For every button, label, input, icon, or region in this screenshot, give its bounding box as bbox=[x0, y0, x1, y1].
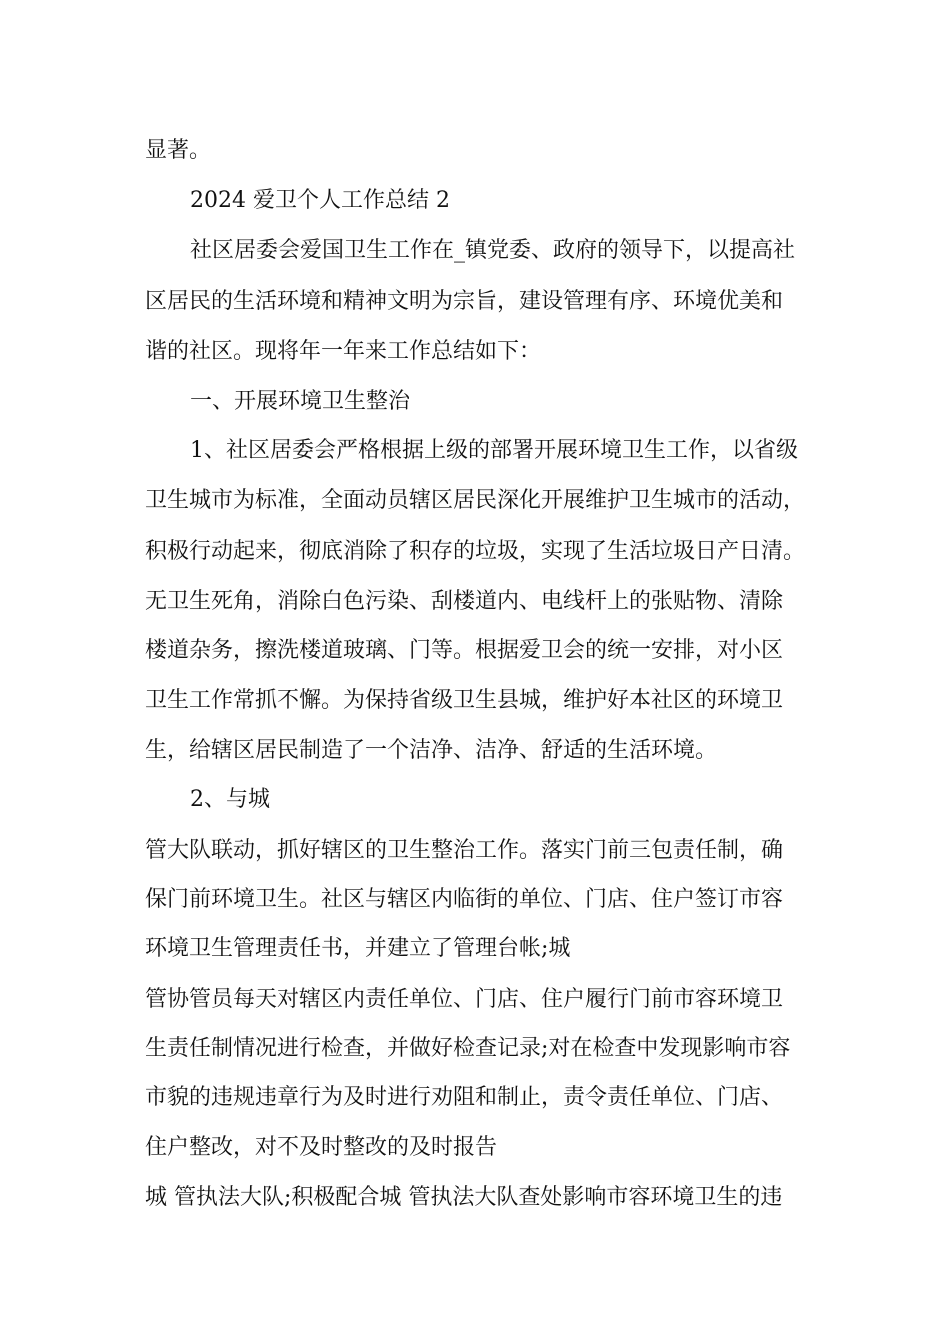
paragraph-line: 谐的社区。现将年一年来工作总结如下： bbox=[145, 339, 542, 364]
paragraph-line: 卫生工作常抓不懈。为保持省级卫生县城，维护好本社区的环境卫 bbox=[145, 688, 784, 713]
paragraph-line: 1、社区居委会严格根据上级的部署开展环境卫生工作，以省级 bbox=[190, 438, 798, 463]
section-heading: 一、开展环境卫生整治 bbox=[190, 389, 411, 414]
paragraph-line: 积极行动起来，彻底消除了积存的垃圾，实现了生活垃圾日产日清。 bbox=[145, 539, 806, 564]
paragraph-line: 卫生城市为标准，全面动员辖区居民深化开展维护卫生城市的活动， bbox=[145, 488, 806, 513]
paragraph-line: 城 管执法大队;积极配合城 管执法大队查处影响市容环境卫生的违 bbox=[145, 1185, 783, 1210]
paragraph-line: 2、与城 bbox=[190, 787, 270, 812]
paragraph-line: 社区居委会爱国卫生工作在_镇党委、政府的领导下，以提高社 bbox=[190, 238, 796, 263]
paragraph-line: 住户整改，对不及时整改的及时报告 bbox=[145, 1135, 498, 1160]
paragraph-line: 区居民的生活环境和精神文明为宗旨，建设管理有序、环境优美和 bbox=[145, 289, 784, 314]
paragraph-line: 显著。 bbox=[145, 138, 212, 163]
paragraph-line: 市貌的违规违章行为及时进行劝阻和制止，责令责任单位、门店、 bbox=[145, 1085, 784, 1110]
paragraph-line: 管大队联动，抓好辖区的卫生整治工作。落实门前三包责任制，确 bbox=[145, 838, 784, 863]
paragraph-line: 管协管员每天对辖区内责任单位、门店、住户履行门前市容环境卫 bbox=[145, 987, 784, 1012]
section-title: 2024 爱卫个人工作总结 2 bbox=[190, 188, 450, 213]
paragraph-line: 无卫生死角，消除白色污染、刮楼道内、电线杆上的张贴物、清除 bbox=[145, 589, 784, 614]
paragraph-line: 楼道杂务，擦洗楼道玻璃、门等。根据爱卫会的统一安排，对小区 bbox=[145, 638, 784, 663]
paragraph-line: 生责任制情况进行检查，并做好检查记录;对在检查中发现影响市容 bbox=[145, 1036, 791, 1061]
paragraph-line: 保门前环境卫生。社区与辖区内临街的单位、门店、住户签订市容 bbox=[145, 887, 784, 912]
paragraph-line: 环境卫生管理责任书，并建立了管理台帐;城 bbox=[145, 936, 571, 961]
paragraph-line: 生，给辖区居民制造了一个洁净、洁净、舒适的生活环境。 bbox=[145, 738, 718, 763]
